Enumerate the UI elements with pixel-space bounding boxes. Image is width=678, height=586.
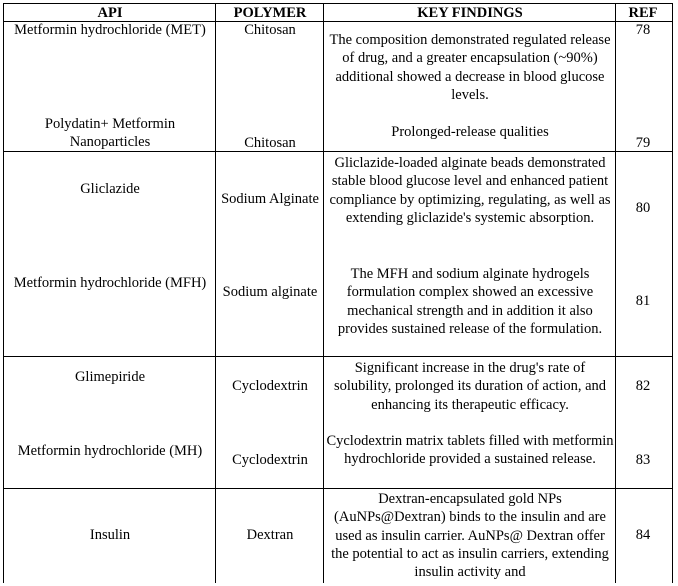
column-divider bbox=[615, 3, 616, 583]
header-polymer: POLYMER bbox=[233, 4, 307, 21]
cell-finding: The composition demonstrated regulated release of drug, and a greater encapsulation (~90%) additional showed a decrease in blood glucose levels. bbox=[329, 32, 611, 103]
row-divider bbox=[3, 356, 673, 357]
cell-finding: Dextran-encapsulated gold NPs (AuNPs@Dextran) binds to the insulin and are used as insulin carrier. AuNPs@ Dextran offer the potential to act as insulin carriers, extending insulin activity and bbox=[331, 491, 609, 581]
cell-finding: Prolonged-release qualities bbox=[391, 124, 549, 140]
cell-api: Metformin hydrochloride (MET) bbox=[14, 22, 206, 38]
header-ref: REF bbox=[628, 4, 658, 21]
cell-ref: 80 bbox=[635, 200, 651, 216]
cell-ref: 78 bbox=[635, 22, 651, 38]
table-border-right bbox=[672, 3, 673, 583]
header-key-findings: KEY FINDINGS bbox=[417, 4, 523, 21]
findings-table bbox=[3, 3, 673, 583]
cell-ref: 82 bbox=[635, 378, 651, 394]
cell-api: Metformin hydrochloride (MFH) bbox=[13, 275, 207, 291]
cell-api: Glimepiride bbox=[74, 369, 146, 385]
cell-api: Insulin bbox=[89, 527, 131, 543]
cell-polymer: Cyclodextrin bbox=[232, 452, 308, 468]
table-border-left bbox=[3, 3, 4, 583]
cell-polymer: Chitosan bbox=[244, 135, 296, 151]
cell-ref: 79 bbox=[635, 135, 651, 151]
cell-api: Metformin hydrochloride (MH) bbox=[17, 443, 203, 459]
cell-polymer: Dextran bbox=[246, 527, 294, 543]
row-divider bbox=[3, 488, 673, 489]
cell-finding: Cyclodextrin matrix tablets filled with metformin hydrochloride provided a sustained release. bbox=[326, 433, 614, 468]
cell-polymer: Sodium alginate bbox=[222, 284, 318, 300]
cell-ref: 84 bbox=[635, 527, 651, 543]
cell-polymer: Sodium Alginate bbox=[221, 191, 319, 207]
cell-polymer: Chitosan bbox=[244, 22, 296, 38]
cell-ref: 81 bbox=[635, 293, 651, 309]
cell-api: Gliclazide bbox=[80, 181, 140, 197]
cell-finding: Significant increase in the drug's rate of solubility, prolonged its duration of action, and enhancing its therapeutic efficacy. bbox=[333, 360, 607, 413]
cell-finding: Gliclazide-loaded alginate beads demonstrated stable blood glucose level and enhanced patient compliance by optimizing, regulating, as well as extending gliclazide's systemic absorption. bbox=[329, 155, 611, 226]
column-divider bbox=[215, 3, 216, 583]
header-api: API bbox=[97, 4, 123, 21]
cell-ref: 83 bbox=[635, 452, 651, 468]
cell-polymer: Cyclodextrin bbox=[232, 378, 308, 394]
column-divider bbox=[323, 3, 324, 583]
cell-finding: The MFH and sodium alginate hydrogels formulation complex showed an excessive mechanical strength and in addition it also provides sustained release of the formulation. bbox=[337, 266, 603, 337]
cell-api: Polydatin+ Metformin Nanoparticles bbox=[44, 116, 176, 151]
